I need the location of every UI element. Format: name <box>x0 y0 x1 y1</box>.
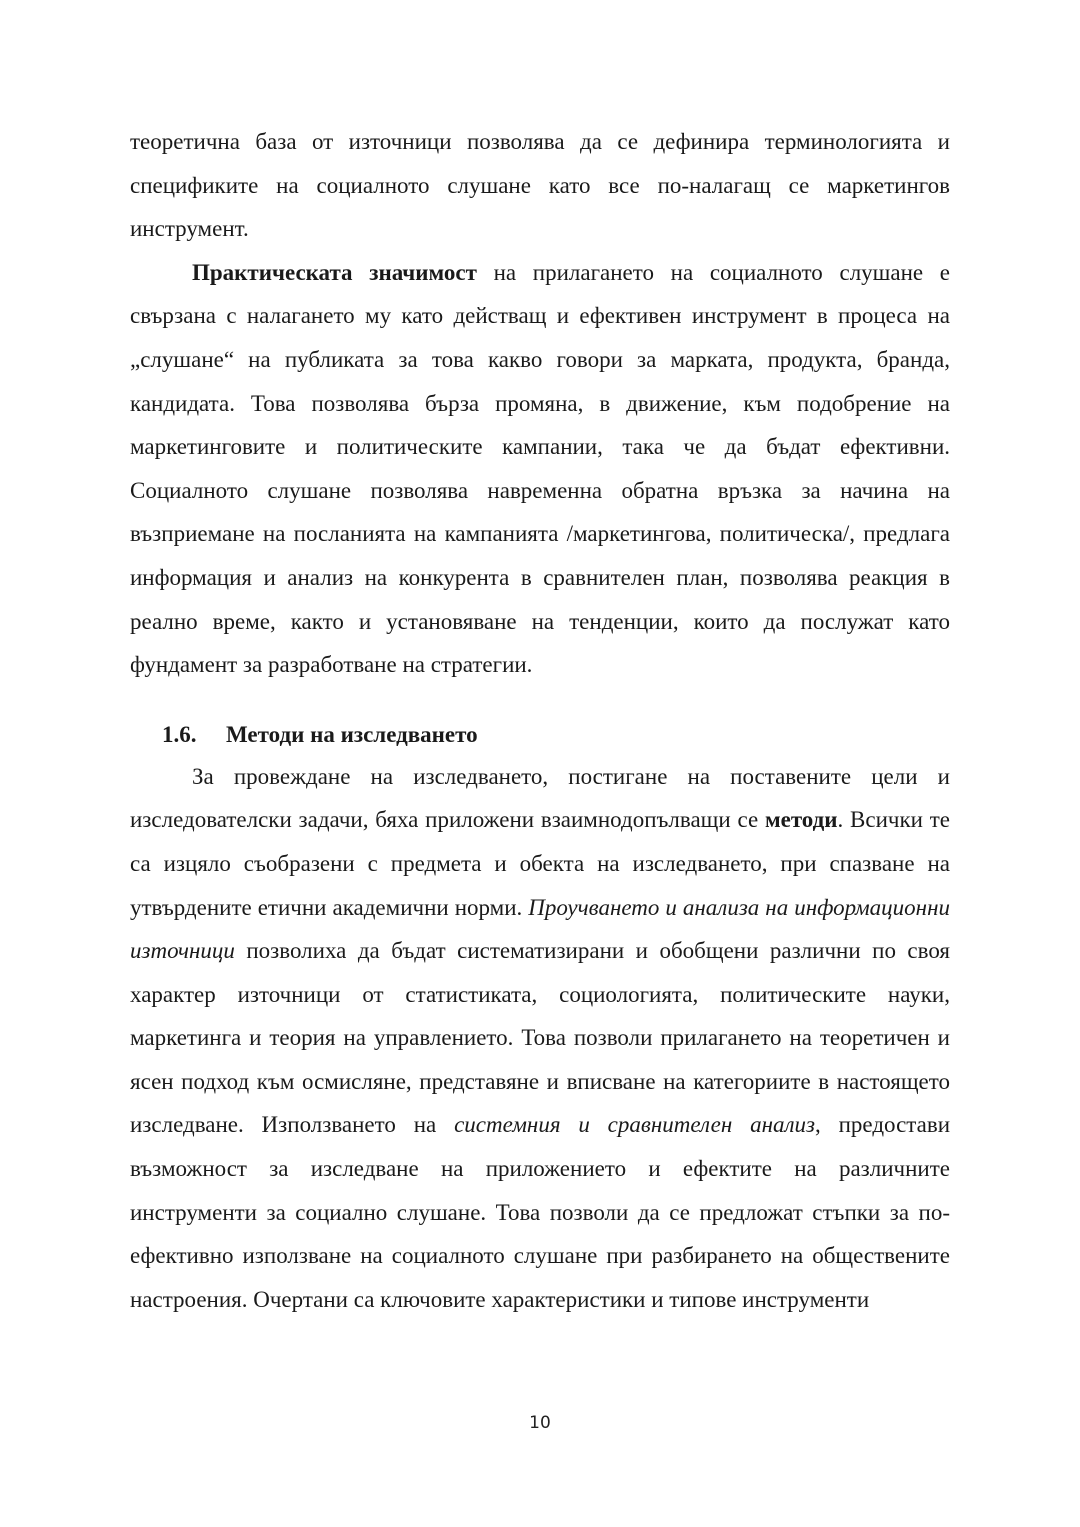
practical-significance-text: на прилагането на социалното слушане е свързана с налагането му като действащ и ефективен инструмент в процеса на „слушане“ на публиката за това какво говори за марката, продукта, бранда, кандидата. Това позволява бърза промяна, в движение, към подобрение на маркетинговите и политическите кампании, така че да бъдат ефективни. Социалното слушане позволява навременна обратна връзка за начина на възприемане на посланията на кампанията /маркетингова, политическа/, предлага информация и анализ на конкурента в сравнителен план, позволява реакция в реално време, както и установяване на тенденции, които да послужат като фундамент за разработване на стратегии. <box>130 259 950 678</box>
section-heading <box>162 715 950 755</box>
methods-text-4: , предостави възможност за изследване на приложението и ефектите на различните инструменти за социално слушане. Това позволи да се предложат стъпки за по-ефективно използване на социалното слушане при разбирането на обществените настроения. Очертани са ключовите характеристики и типове инструменти <box>130 1112 951 1312</box>
paragraph-intro-text: теоретична база от източници позволява да се дефинира терминологията и спецификите на социалното слушане като все по-налагащ се маркетингов инструмент. <box>130 129 950 242</box>
methods-text-1: За провеждане на изследването, постигане на поставените цели и изследователски задачи, бяха приложени взаимнодопълващи се <box>130 763 950 833</box>
section-title: Методи на изследването <box>226 721 478 747</box>
paragraph-methods <box>130 755 950 1322</box>
paragraph-intro <box>130 120 950 251</box>
methods-text-2: . Всички те са изцяло съобразени с предмета и обекта на изследването, при спазване на утвърдените етични академични норми. <box>130 807 950 920</box>
document-page <box>130 120 950 1321</box>
paragraph-practical-significance <box>130 251 950 687</box>
practical-significance-bold: Практическата значимост <box>192 259 477 285</box>
methods-bold: методи <box>764 807 838 833</box>
methods-italic-1: Проучването и анализа на информационни източници <box>130 894 950 964</box>
methods-italic-2: системния и сравнителен анализ <box>454 1112 816 1138</box>
methods-text-3: позволиха да бъдат систематизирани и обобщени различни по своя характер източници от статистиката, социологията, политическите науки, маркетинга и теория на управлението. Това позволи прилагането на теоретичен и ясен подход към осмисляне, представяне и вписване на категориите в настоящето изследване. Използването на <box>130 938 950 1138</box>
page-number: 10 <box>529 1413 551 1433</box>
section-number: 1.6. <box>162 721 197 747</box>
